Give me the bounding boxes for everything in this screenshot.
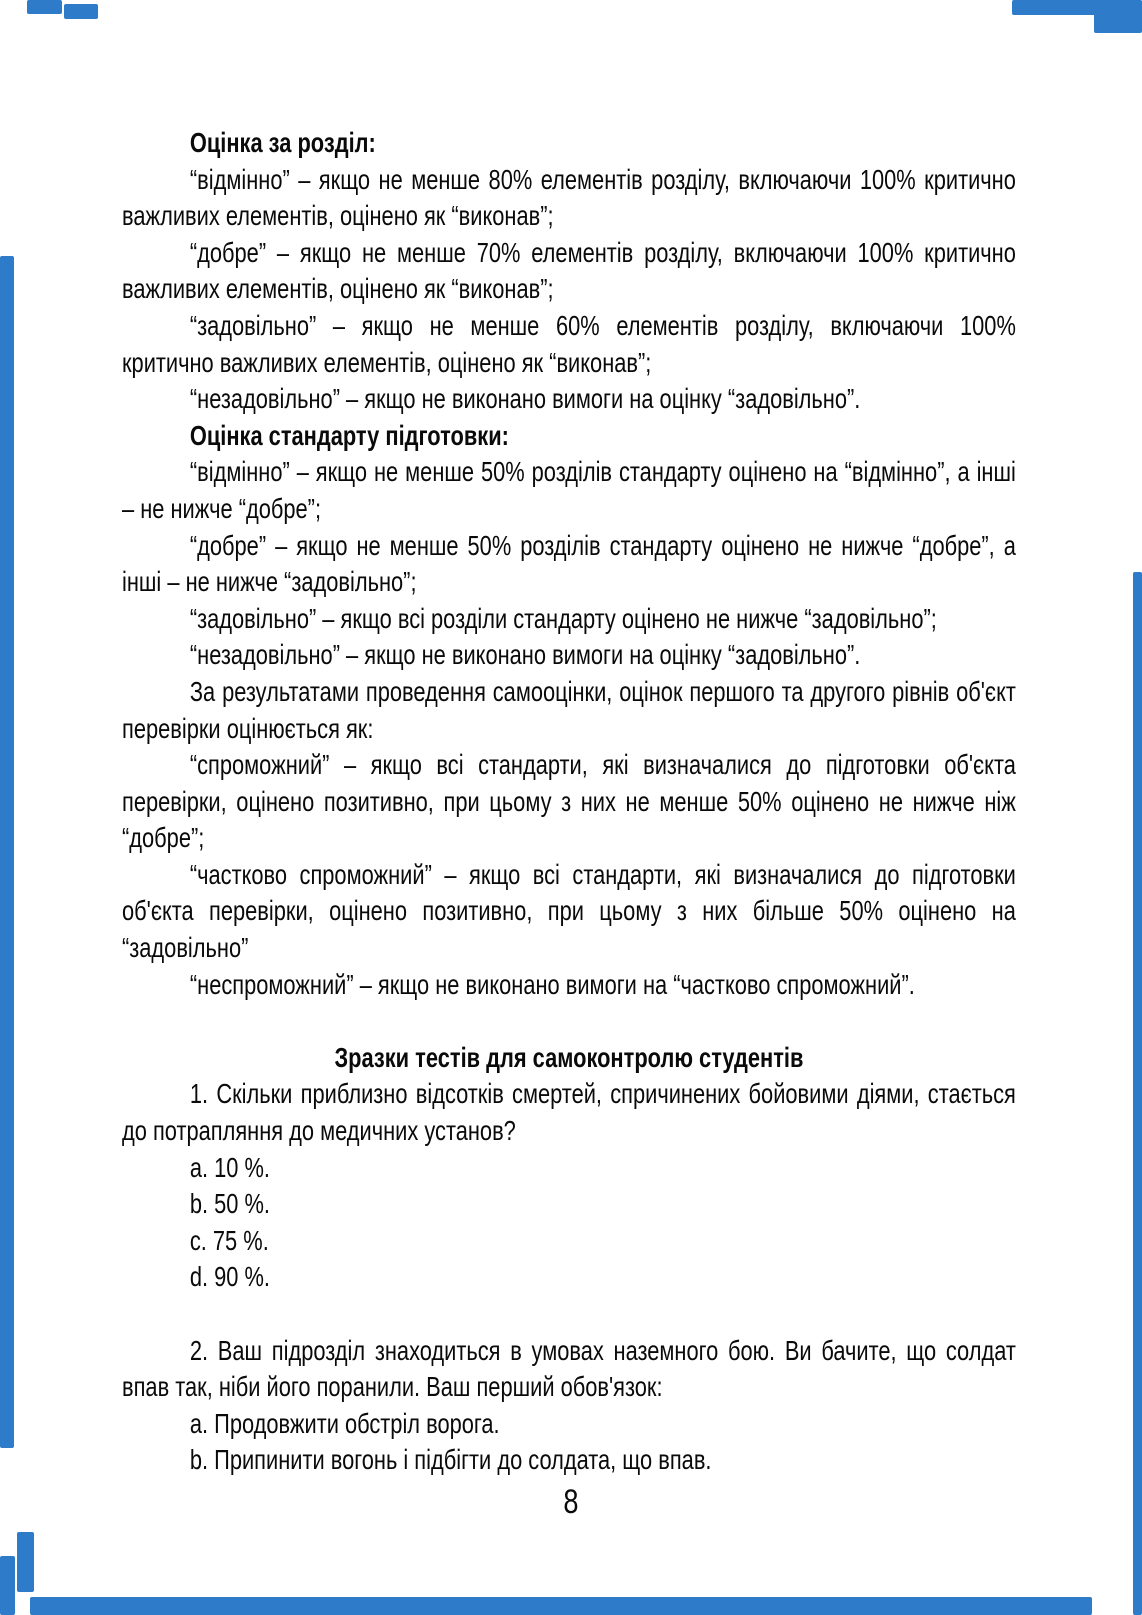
paragraph-incapable: “неспроможний” – якщо не виконано вимоги на “частково спроможний”. [189,968,915,1000]
scan-artifact-left-bar [0,256,14,1448]
scan-artifact-top-left-1 [27,0,62,14]
paragraph-grade-good: “добре” – якщо не менше 70% елементів розділу, включаючи 100% критично важливих елементів, оцінено як “виконав”; [122,236,1016,305]
question-1-text: 1. Скільки приблизно відсотків смертей, спричинених бойовими діями, стається до потрапляння до медичних установ? [122,1078,1016,1147]
question-1-option-d: d. 90 %. [189,1261,270,1293]
paragraph-standard-excellent: “відмінно” – якщо не менше 50% розділів стандарту оцінено на “відмінно”, а інші – не нижче “добре”; [122,456,1016,524]
scan-artifact-right-bar [1133,572,1142,1615]
paragraph-selfassessment-intro: За результатами проведення самооцінки, оцінок першого та другого рівнів об'єкт перевірки оцінюється як: [122,675,1016,744]
scan-artifact-top-left-2 [64,4,98,19]
scan-artifact-bottom-left-1 [17,1532,34,1592]
scan-artifact-top-right-corner [1094,0,1142,33]
paragraph-capable: “спроможний” – якщо всі стандарти, які визначалися до підготовки об'єкта перевірки, оцінено позитивно, при цьому з них не менше 50% оцінено не нижче ніж “добре”; [122,749,1016,854]
section-heading-standard: Оцінка стандарту підготовки: [189,419,509,451]
paragraph-standard-unsatisfactory: “незадовільно” – якщо не виконано вимоги на оцінку “задовільно”. [189,639,861,671]
paragraph-grade-satisfactory: “задовільно” – якщо не менше 60% елементів розділу, включаючи 100% критично важливих елементів, оцінено як “виконав”; [122,309,1016,378]
question-1-option-b: b. 50 %. [189,1188,270,1220]
question-2-option-a: a. Продовжити обстріл ворога. [189,1407,500,1439]
paragraph-grade-excellent: “відмінно” – якщо не менше 80% елементів розділу, включаючи 100% критично важливих елементів, оцінено як “виконав”; [122,163,1016,232]
question-1-option-c: c. 75 %. [189,1224,269,1256]
paragraph-partially-capable: “частково спроможний” – якщо всі стандарти, які визначалися до підготовки об'єкта перевірки, оцінено позитивно, при цьому з них більше 50% оцінено на “задовільно” [122,858,1016,964]
question-1-option-a: a. 10 %. [189,1151,270,1183]
page-number: 8 [563,1483,579,1521]
scan-artifact-bottom-bar [30,1597,1092,1615]
section-heading-grade: Оцінка за розділ: [189,127,376,158]
paragraph-standard-good: “добре” – якщо не менше 50% розділів стандарту оцінено не нижче “добре”, а інші – не нижче “задовільно”; [122,529,1016,598]
document-body [122,125,1016,1479]
question-2-text: 2. Ваш підрозділ знаходиться в умовах наземного бою. Ви бачите, що солдат впав так, ніби його поранили. Ваш перший обов'язок: [122,1334,1016,1403]
scan-artifact-bottom-left-2 [0,1556,15,1615]
paragraph-standard-satisfactory: “задовільно” – якщо всі розділи стандарту оцінено не нижче “задовільно”; [189,602,937,634]
question-2-option-b: b. Припинити вогонь і підбігти до солдата, що впав. [189,1444,712,1476]
paragraph-grade-unsatisfactory: “незадовільно” – якщо не виконано вимоги на оцінку “задовільно”. [189,383,861,415]
tests-section-title: Зразки тестів для самоконтролю студентів [334,1041,804,1073]
